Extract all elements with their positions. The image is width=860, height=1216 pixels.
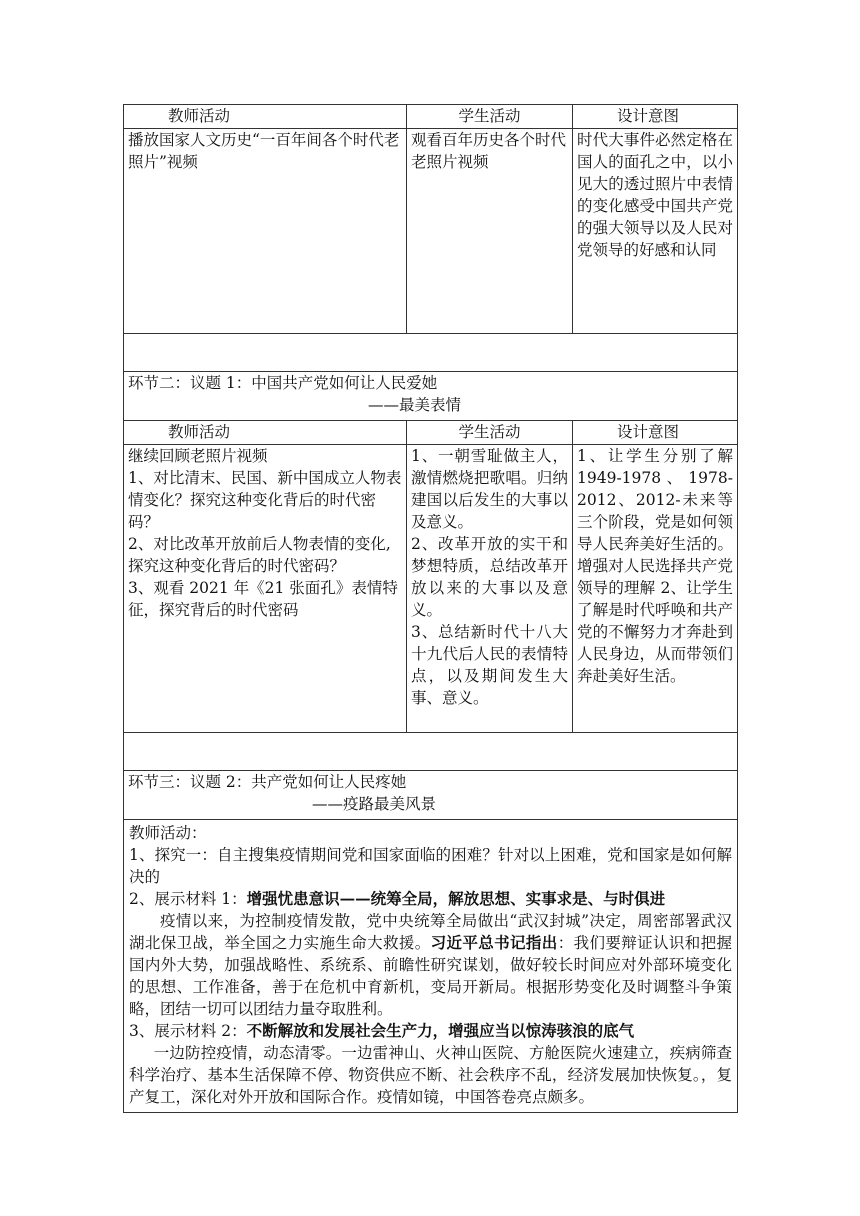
material-one-bold: 习近平总书记指出: [430, 933, 558, 952]
table-row: [124, 820, 738, 1113]
material-one-text-b: ：我们要辩证认识和把握国内外大势，加强战略性、系统系、前瞻性研究谋划，做好较长时间应对外部环境变化的思想、工作准备，善于在危机中育新机，变局开新局。根据形势变化及时调整斗争策略，团结一切可以团结力量夺取胜利。: [129, 934, 732, 1018]
row2-student-activity: [407, 445, 573, 733]
table-header-row: [124, 105, 738, 129]
row1-design-intent: 时代大事件必然定格在国人的面孔之中，以小见大的透过照片中表情的变化感受中国共产党的强大领导以及人民对党领导的好感和认同: [573, 129, 738, 334]
table-row: [124, 129, 738, 334]
list-item: 1、对比清末、民国、新中国成立人物表情变化？探究这种变化背后的时代密码？: [128, 469, 402, 531]
section-three-title: 环节三：议题 2：共产党如何让人民疼她: [128, 773, 407, 791]
row1-teacher-activity: 播放国家人文历史“一百年间各个时代老照片”视频: [124, 129, 407, 334]
header-student-activity: 学生活动: [407, 105, 573, 129]
section-three-row: [124, 771, 738, 820]
material-one-text: [129, 910, 732, 1020]
row1-student-activity: 观看百年历史各个时代老照片视频: [407, 129, 573, 334]
section-two-title: 环节二：议题 1：中国共产党如何让人民爱她: [128, 374, 438, 392]
section-two-subtitle: ——最美表情: [368, 396, 462, 414]
inquiry-one: 1、探究一：自主搜集疫情期间党和国家面临的困难？针对以上困难，党和国家是如何解决的: [129, 846, 732, 886]
material-one-title: 增强忧患意识——统筹全局，解放思想、实事求是、与时俱进: [246, 889, 666, 908]
material-one-prefix: 2、展示材料 1：: [129, 890, 247, 908]
table-row: [124, 445, 738, 733]
blank-row: [124, 733, 738, 771]
material-two-title: 不断解放和发展社会生产力，增强应当以惊涛骇浪的底气: [246, 1021, 635, 1040]
list-item: 继续回顾老照片视频: [128, 447, 268, 465]
section-two-row: [124, 372, 738, 421]
list-item: 3、观看 2021 年《21 张面孔》表情特征，探究背后的时代密码: [128, 579, 398, 619]
list-item: 2、改革开放的实干和梦想特质，总结改革开放以来的大事以及意义。: [411, 535, 568, 619]
list-item: 2、对比改革开放前后人物表情的变化,探究这种变化背后的时代密码？: [128, 535, 391, 575]
blank-row: [124, 334, 738, 372]
header-teacher-activity: 教师活动: [124, 105, 407, 129]
material-one-heading: [129, 888, 732, 910]
row2-design-intent: 1、让学生分别了解 1949-1978 、 1978-2012、2012-未来等三个阶段，党是如何领导人民奔美好生活的。增强对人民选择共产党领导的理解 2、让学生了解是时代呼唤和共产党的不懈努力才奔赴到人民身边，从而带领们奔赴美好生活。: [573, 445, 738, 733]
material-two-prefix: 3、展示材料 2：: [129, 1022, 247, 1040]
material-two-heading: [129, 1020, 732, 1042]
row3-teacher-activity: [124, 820, 738, 1113]
list-item: 1、一朝雪耻做主人，激情燃烧把歌唱。归纳建国以后发生的大事以及意义。: [411, 447, 568, 531]
row2-teacher-activity: [124, 445, 407, 733]
material-one-text-a: 疫情以来，为控制疫情发散，党中央统筹全局做出“武汉封城”决定，周密部署武汉湖北保卫战，举全国之力实施生命大救援。: [129, 912, 732, 952]
teacher-activity-label: 教师活动：: [129, 824, 207, 842]
header-teacher-activity: 教师活动: [124, 421, 407, 445]
header-design-intent: 设计意图: [573, 105, 738, 129]
header-student-activity: 学生活动: [407, 421, 573, 445]
lesson-plan-table: [123, 104, 738, 1113]
header-design-intent: 设计意图: [573, 421, 738, 445]
material-two-text: 一边防控疫情，动态清零。一边雷神山、火神山医院、方舱医院火速建立，疾病筛查科学治疗、基本生活保障不停、物资供应不断、社会秩序不乱，经济发展加快恢复。，复产复工，深化对外开放和国际合作。疫情如镜，中国答卷亮点颇多。: [129, 1044, 732, 1106]
list-item: 3、总结新时代十八大十九代后人民的表情特点，以及期间发生大事、意义。: [411, 623, 568, 707]
table-header-row: [124, 421, 738, 445]
section-three-subtitle: ——疫路最美风景: [312, 795, 437, 813]
